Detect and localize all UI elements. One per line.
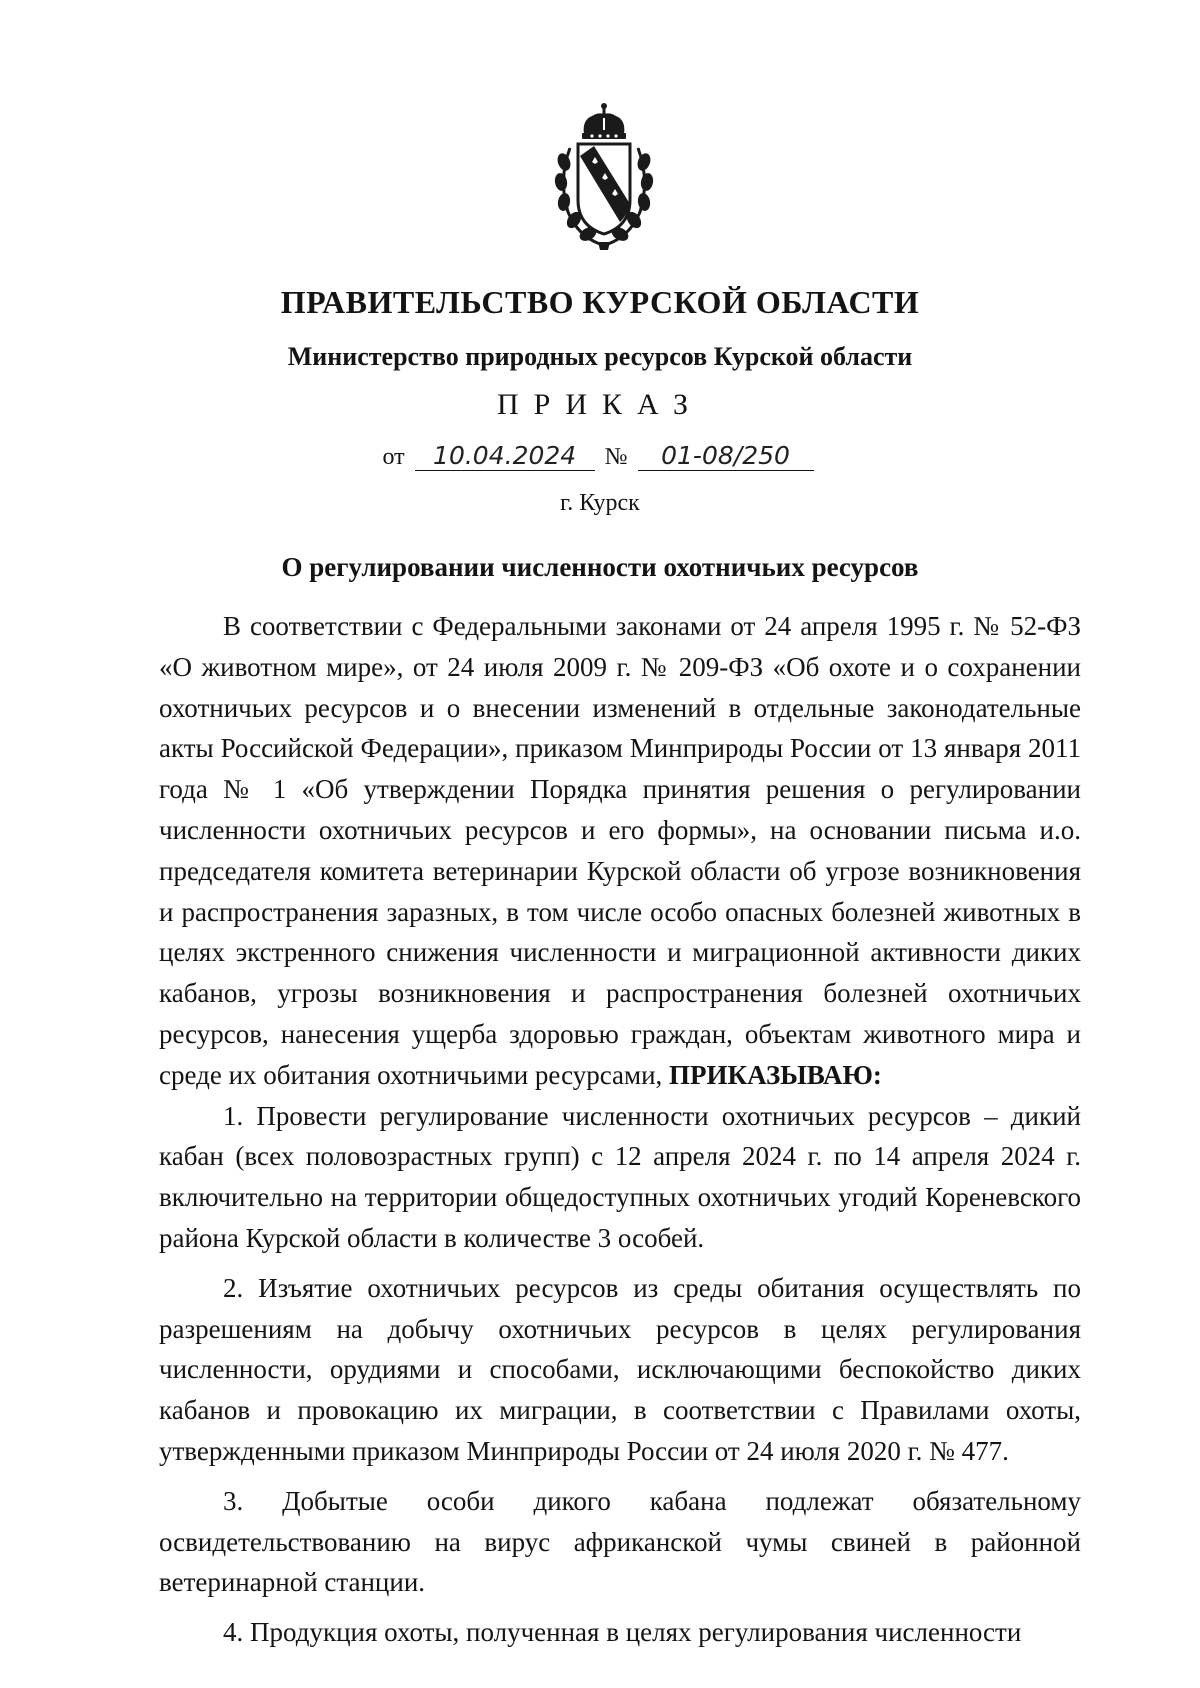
government-title: ПРАВИТЕЛЬСТВО КУРСКОЙ ОБЛАСТИ	[280, 284, 920, 320]
order-item-1: 1. Провести регулирование численности охотничьих ресурсов – дикий кабан (всех половозрастных групп) с 12 апреля 2024 г. по 14 апреля 2024 г. включительно на территории общедоступных охотничьих угодий Кореневского района Курской области в количестве 3 особей.	[159, 1100, 1081, 1253]
city: г. Курск	[560, 490, 640, 516]
order-date: 10.04.2024	[415, 442, 595, 471]
kursk-coat-of-arms-icon	[548, 100, 660, 250]
command-suffix: :	[872, 1059, 882, 1090]
order-item-3: 3. Добытые особи дикого кабана подлежат обязательному освидетельствованию на вирус африканской чумы свиней в районной ветеринарной станции.	[159, 1485, 1081, 1598]
preamble-text: В соответствии с Федеральными законами от 24 апреля 1995 г. № 52-ФЗ «О животном мире», от 24 июля 2009 г. № 209-ФЗ «Об охоте и о сохранении охотничьих ресурсов и о внесении изменений в отдельные законодательные акты Российской Федерации», приказом Минприроды России от 13 января 2011 года № 1 «Об утверждении Порядка принятия решения о регулировании численности охотничьих ресурсов и его формы», на основании письма и.о. председателя комитета ветеринарии Курской области об угрозе возникновения и распространения заразных, в том числе особо опасных болезней животных в целях экстренного снижения численности и миграционной активности диких кабанов, угрозы возникновения и распространения болезней охотничьих ресурсов, нанесения ущерба здоровью граждан, объектам животного мира и среде их обитания охотничьими ресурсами,	[159, 611, 1081, 1090]
order-date-label: от	[382, 444, 405, 470]
order-number: 01-08/250	[638, 442, 814, 471]
document-type: ПРИКАЗ	[497, 388, 703, 421]
command-word: ПРИКАЗЫВАЮ	[669, 1059, 873, 1090]
order-body	[159, 606, 1081, 1653]
order-item-4: 4. Продукция охоты, полученная в целях регулирования численности	[223, 1617, 1022, 1648]
order-line	[0, 442, 1200, 471]
order-item-2: 2. Изъятие охотничьих ресурсов из среды обитания осуществлять по разрешениям на добычу охотничьих ресурсов в целях регулирования численности, орудиями и способами, исключающими беспокойство диких кабанов и провокацию их миграции, в соответствии с Правилами охоты, утвержденными приказом Минприроды России от 24 июля 2020 г. № 477.	[159, 1272, 1081, 1466]
order-subject: О регулировании численности охотничьих ресурсов	[281, 552, 919, 582]
ministry-name: Министерство природных ресурсов Курской области	[287, 342, 913, 371]
preamble-paragraph	[159, 606, 1081, 1096]
order-number-label: №	[604, 444, 628, 470]
